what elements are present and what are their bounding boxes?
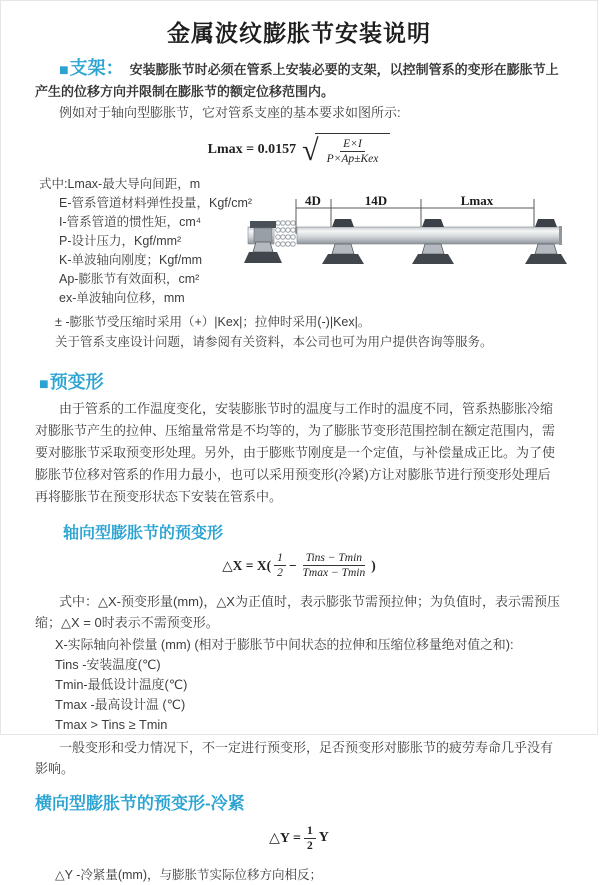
- item-line: Tmax > Tins ≥ Tmin: [55, 716, 168, 732]
- lateral-formula: [1, 824, 597, 854]
- axial-note: 一般变形和受力情况下，不一定进行预变形，足否预变形对膨胀节的疲劳寿命几乎没有影响。: [35, 739, 554, 776]
- definition-line: K-单波轴向刚度；Kgf/mm: [59, 252, 203, 267]
- section-square-icon: ■: [59, 62, 69, 79]
- formula-lhs: △X = X(: [222, 557, 272, 573]
- formula-lhs: Lmax = 0.0157: [207, 141, 297, 157]
- section-square-icon: ■: [39, 375, 49, 393]
- half-fraction: $\frac{1}{2}$: [304, 824, 316, 854]
- formula-lhs: △Y =: [269, 830, 301, 846]
- definition-line: 式中:Lmax-最大导向间距，m: [39, 176, 201, 191]
- sqrt-radical-icon: √: [302, 133, 319, 167]
- bellows-icon: [276, 221, 296, 247]
- formula-rhs: ): [371, 557, 376, 573]
- support-intro-text: 安装膨胀节时必须在管系上安装必要的支架，以控制管系的变形在膨胀节上产生的位移方向并限制在膨胀节的额定位移范围内。: [35, 62, 559, 99]
- item-line: X-实际轴向补偿量 (mm) (相对于膨胀节中间状态的拉伸和压缩位移量绝对值之和):: [55, 636, 514, 652]
- sqrt-expression: [302, 133, 390, 167]
- support-example-line: 例如对于轴向型膨胀节，它对管系支座的基本要求如图所示:: [59, 105, 401, 120]
- definition-line: P-设计压力，Kgf/mm²: [59, 233, 182, 248]
- dim-label-lmax: Lmax: [460, 193, 494, 208]
- dim-label-14d: 14D: [364, 193, 388, 208]
- consulting-line: 关于管系支座设计问题，请参阅有关资料，本公司也可为用户提供咨询等服务。: [55, 334, 493, 349]
- support-heading: 支架：: [69, 58, 124, 78]
- definition-line: E-管系管道材料弹性投量，Kgf/cm²: [59, 195, 253, 210]
- half-fraction: $\frac{1}{2}$: [274, 551, 286, 581]
- item-line: Tins -安装温度(℃): [55, 656, 161, 672]
- predeform-heading: ■预变形: [39, 371, 104, 393]
- axial-heading: 轴向型膨胀节的预变形: [63, 524, 224, 542]
- page-title: 金属波纹膨胀节安装说明: [167, 20, 431, 46]
- axial-explain: 式中：△X-预变形量(mm)，△X为正值时，表示膨张节需预拉伸；为负值时，表示需预压缩；△X = 0时表示不需预变形。: [35, 593, 560, 630]
- lateral-heading: 横向型膨胀节的预变形-冷紧: [35, 793, 245, 813]
- item-line: Tmax -最高设计温 (℃): [55, 696, 186, 712]
- plus-minus-rule-line: ± -膨胀节受压缩时采用（+）|Kex|；拉伸时采用(-)|Kex|。: [55, 314, 371, 329]
- item-line: Tmin-最低设计温度(℃): [55, 676, 188, 692]
- pipe-support-diagram: [244, 194, 600, 290]
- axial-items: [35, 635, 563, 735]
- dim-label-4d: 4D: [305, 193, 321, 208]
- definition-line: I-管系管道的惯性矩，cm⁴: [59, 214, 202, 229]
- predeform-paragraph: 由于管系的工作温度变化，安装膨胀节时的温度与工作时的温度不同，管系热膨胀冷缩对膨胀节产生的拉伸、压缩量常常是不均等的，为了膨胀节变形范围控制在额定范围内，需要对膨胀节采取预变形处理。另外，由于膨账节刚度是一个定值，与补偿量成正比。为了使膨胀节位移对管系的作用力最小，也可以采用预变形(冷紧)方让对膨胀节进行预变形处理后再将膨胀节在预变形状态下安装在管系中。: [35, 400, 556, 504]
- formula-fraction: $\frac{E\times I}{\text{P×Ap±Kex}}$: [326, 138, 379, 166]
- lmax-formula: [1, 133, 597, 167]
- minus-sign: −: [288, 557, 297, 573]
- support-paragraph: [35, 58, 563, 102]
- definition-line: Ap-膨胀节有效面积，cm²: [59, 271, 200, 286]
- cold-tighten-line: △Y -冷紧量(mm)，与膨胀节实际位移方向相反；: [55, 868, 323, 883]
- definition-line: ex-单波轴向位移，mm: [59, 290, 185, 305]
- formula-rhs: Y: [318, 830, 329, 846]
- axial-formula: [1, 551, 597, 581]
- temperature-fraction: $\frac{\text{Tins − Tmin}}{Tmax - Tmin}$: [302, 551, 366, 580]
